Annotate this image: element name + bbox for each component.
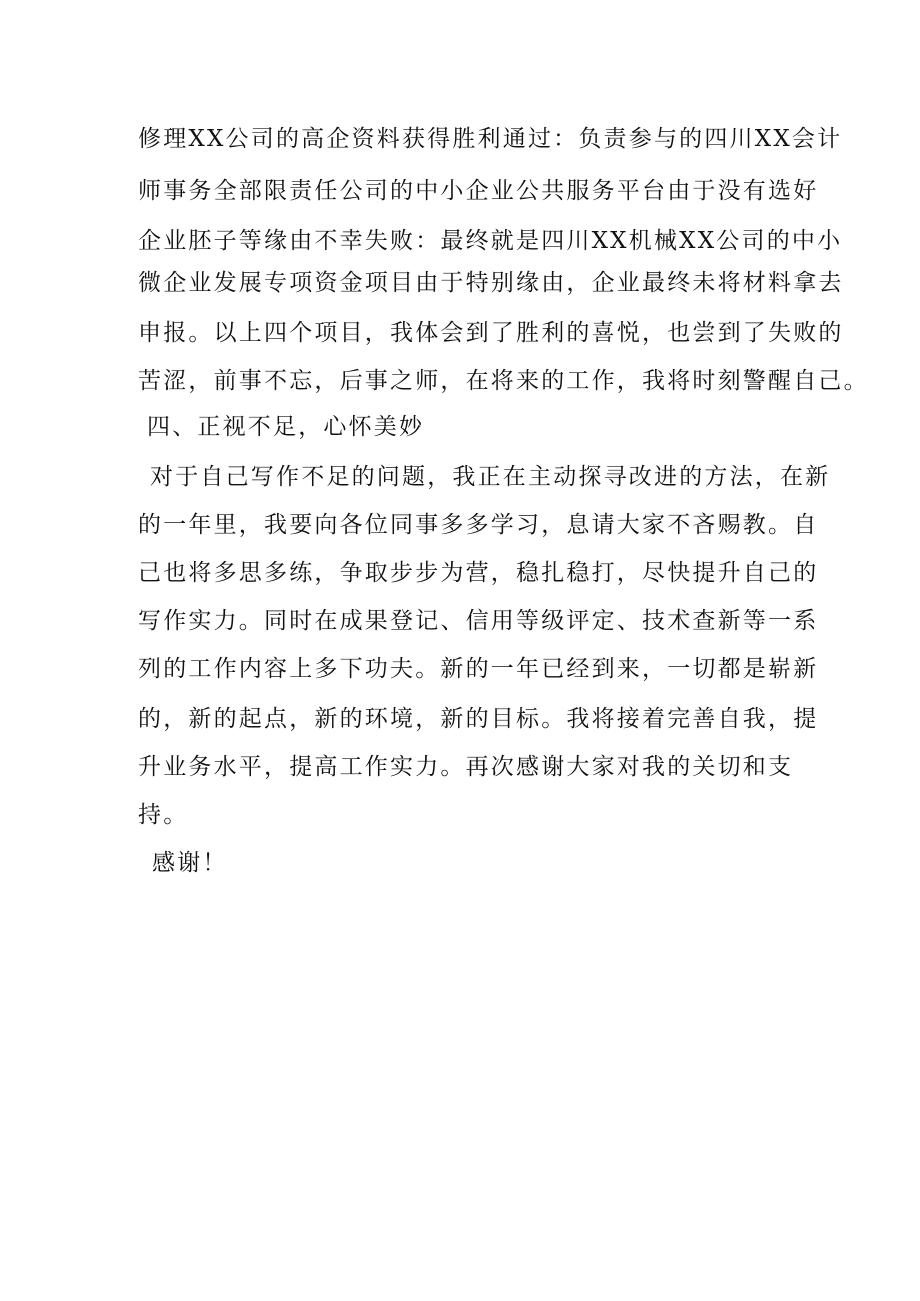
body-line: 列的工作内容上多下功夫。新的一年已经到来，一切都是崭新 (138, 656, 819, 682)
body-line: 企业胚子等缘由不幸失败：最终就是四川XX机械XX公司的中小 (138, 228, 843, 254)
closing-thanks: 感谢！ (152, 850, 228, 876)
body-line: 升业务水平，提高工作实力。再次感谢大家对我的关切和支 (138, 754, 794, 780)
section-heading: 四、正视不足，心怀美妙 (147, 414, 425, 440)
body-line: 己也将多思多练，争取步步为营，稳扎稳打，尽快提升自己的 (138, 560, 819, 586)
body-line: 对于自己写作不足的问题，我正在主动探寻改进的方法，在新 (150, 464, 831, 490)
body-line: 师事务全部限责任公司的中小企业公共服务平台由于没有选好 (138, 178, 819, 204)
body-line: 修理XX公司的高企资料获得胜利通过：负责参与的四川XX会计 (138, 126, 843, 152)
body-line: 持。 (138, 802, 189, 828)
body-line: 的，新的起点，新的环境，新的目标。我将接着完善自我，提 (138, 706, 819, 732)
body-line: 的一年里，我要向各位同事多多学习，息请大家不吝赐教。自 (138, 512, 819, 538)
body-line: 申报。以上四个项目，我体会到了胜利的喜悦，也尝到了失败的 (138, 320, 844, 346)
body-line: 写作实力。同时在成果登记、信用等级评定、技术查新等一系 (138, 608, 819, 634)
body-line: 苦涩，前事不忘，后事之师，在将来的工作，我将时刻警醒自己。 (138, 368, 869, 394)
body-line: 微企业发展专项资金项目由于特别缘由，企业最终未将材料拿去 (138, 270, 844, 296)
